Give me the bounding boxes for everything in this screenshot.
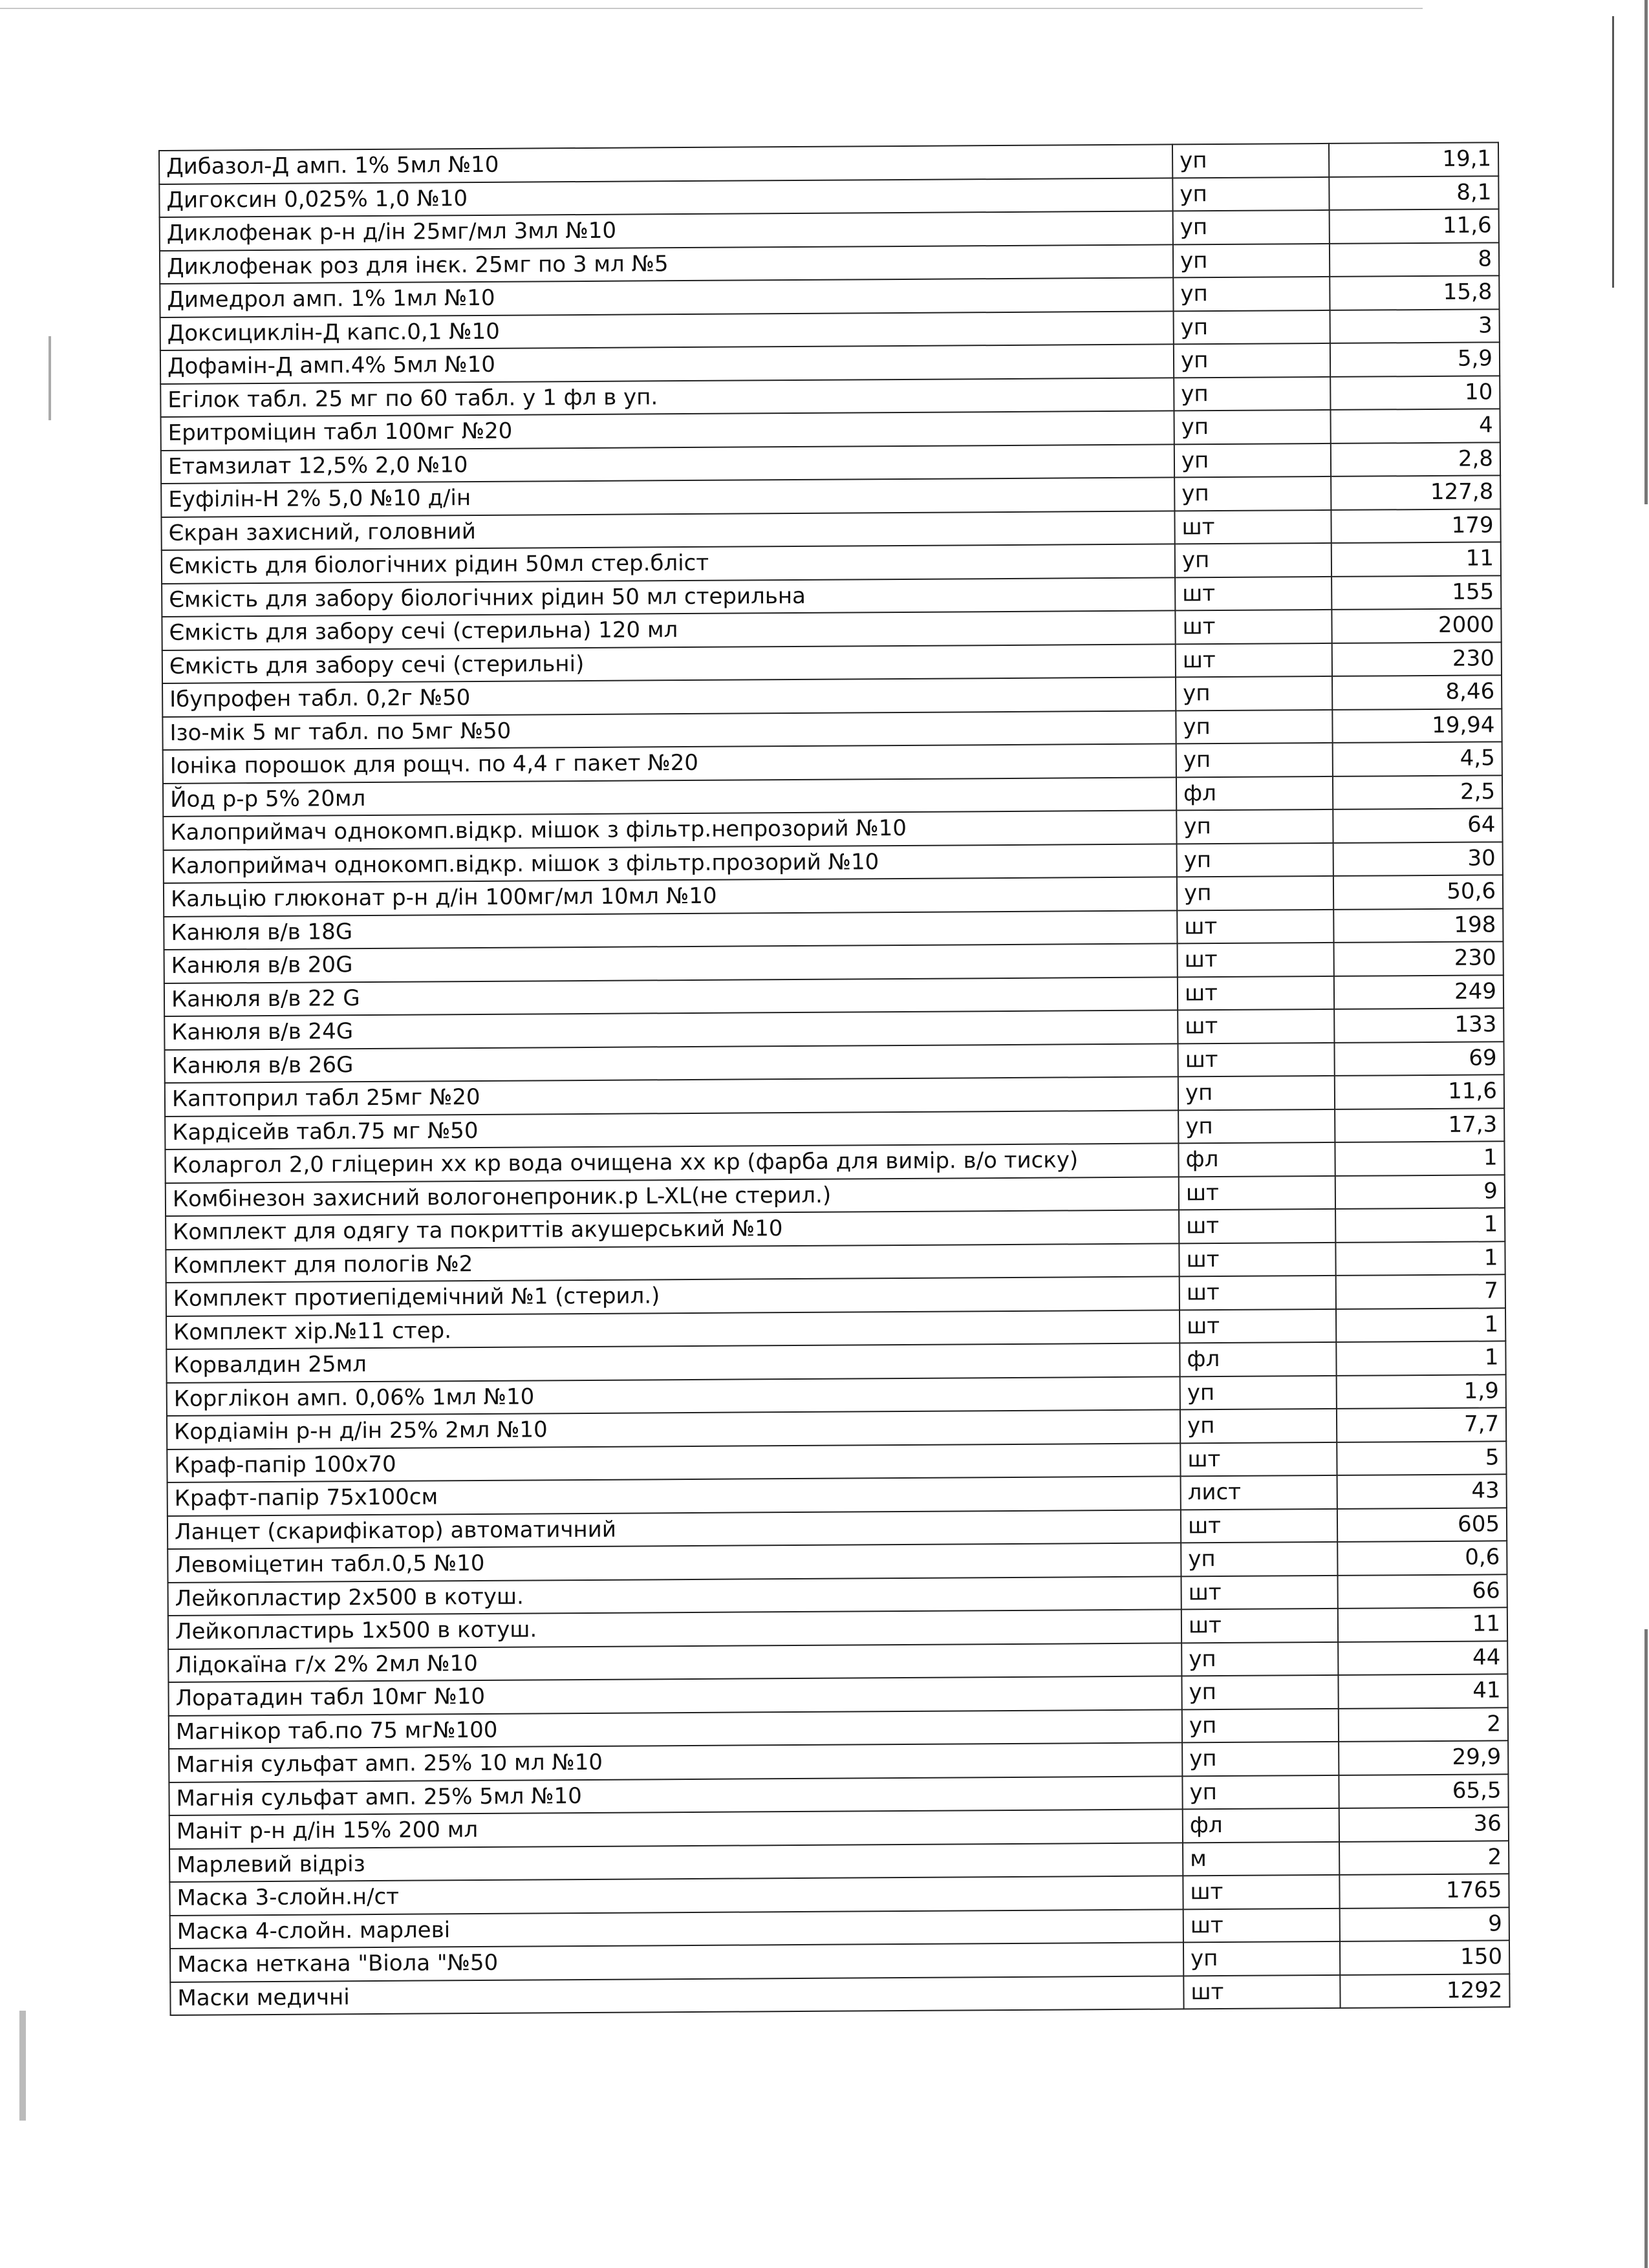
item-name-cell: Лоратадин табл 10мг №10 (168, 1676, 1181, 1715)
quantity-cell: 1 (1336, 1308, 1505, 1342)
item-name-cell: Калоприймач однокомп.відкр. мішок з фільтр.прозорий №10 (164, 844, 1177, 883)
unit-cell: шт (1175, 576, 1331, 610)
item-name-cell: Кальцію глюконат р-н д/ін 100мг/мл 10мл №10 (164, 877, 1177, 916)
unit-cell: шт (1174, 509, 1331, 544)
unit-cell: уп (1176, 676, 1332, 711)
scan-edge-line (1612, 16, 1614, 288)
quantity-cell: 11 (1331, 542, 1501, 576)
item-name-cell: Ібупрофен табл. 0,2г №50 (162, 677, 1176, 716)
unit-cell: шт (1178, 943, 1334, 977)
quantity-cell: 1 (1336, 1341, 1505, 1375)
quantity-cell: 15,8 (1330, 275, 1499, 310)
quantity-cell: 127,8 (1331, 475, 1500, 509)
quantity-cell: 1 (1335, 1141, 1504, 1175)
quantity-cell: 66 (1337, 1574, 1507, 1609)
quantity-cell: 179 (1331, 509, 1500, 543)
unit-cell: шт (1179, 1242, 1335, 1276)
unit-cell: уп (1176, 709, 1332, 744)
unit-cell: шт (1175, 610, 1331, 644)
item-name-cell: Лейкопластир 2х500 в котуш. (168, 1576, 1181, 1616)
quantity-cell: 43 (1337, 1474, 1507, 1508)
unit-cell: шт (1181, 1508, 1337, 1543)
item-name-cell: Єкран захисний, головний (161, 511, 1174, 550)
quantity-cell: 133 (1334, 1008, 1503, 1042)
quantity-cell: 44 (1338, 1641, 1507, 1675)
item-name-cell: Маски медичні (170, 1976, 1183, 2015)
item-name-cell: Доксициклін-Д капс.0,1 №10 (160, 311, 1174, 350)
quantity-cell: 4 (1330, 409, 1500, 443)
quantity-cell: 11,6 (1335, 1075, 1504, 1109)
quantity-cell: 2 (1339, 1841, 1509, 1875)
quantity-cell: 65,5 (1339, 1774, 1508, 1808)
unit-cell: уп (1181, 1675, 1338, 1709)
quantity-cell: 10 (1330, 376, 1500, 410)
unit-cell: уп (1182, 1708, 1339, 1742)
unit-cell: уп (1182, 1742, 1339, 1776)
unit-cell: фл (1176, 776, 1333, 810)
unit-cell: шт (1181, 1575, 1338, 1609)
quantity-cell: 1292 (1340, 1974, 1509, 2008)
unit-cell: фл (1183, 1808, 1339, 1843)
quantity-cell: 9 (1335, 1175, 1505, 1209)
unit-cell: уп (1172, 177, 1329, 211)
unit-cell: шт (1180, 1276, 1336, 1310)
quantity-cell: 4,5 (1333, 742, 1502, 776)
item-name-cell: Левоміцетин табл.0,5 №10 (167, 1543, 1181, 1582)
item-name-cell: Магнія сульфат амп. 25% 10 мл №10 (169, 1742, 1182, 1782)
quantity-cell: 69 (1334, 1042, 1503, 1076)
item-name-cell: Диклофенак роз для інєк. 25мг по 3 мл №5 (160, 244, 1173, 284)
quantity-cell: 249 (1334, 975, 1503, 1009)
item-name-cell: Маска неткана "Віола "№50 (170, 1942, 1183, 1982)
item-name-cell: Канюля в/в 20G (164, 943, 1178, 983)
item-name-cell: Ізо-мік 5 мг табл. по 5мг №50 (162, 711, 1176, 750)
item-name-cell: Маска 4-слойн. марлеві (170, 1909, 1183, 1949)
item-name-cell: Марлевий відріз (169, 1843, 1183, 1882)
item-name-cell: Кордіамін р-н д/ін 25% 2мл №10 (167, 1409, 1180, 1449)
scan-speck (19, 2011, 26, 2121)
quantity-cell: 5 (1337, 1441, 1506, 1475)
item-name-cell: Каптоприл табл 25мг №20 (165, 1076, 1178, 1116)
unit-cell: фл (1178, 1142, 1335, 1177)
quantity-cell: 11 (1338, 1607, 1507, 1642)
unit-cell: уп (1173, 277, 1330, 311)
scan-edge-line (1644, 0, 1648, 504)
quantity-cell: 198 (1333, 908, 1503, 943)
quantity-cell: 17,3 (1335, 1108, 1504, 1142)
quantity-cell: 605 (1337, 1508, 1507, 1542)
item-name-cell: Диклофенак р-н д/ін 25мг/мл 3мл №10 (160, 211, 1173, 250)
quantity-cell: 1,9 (1337, 1375, 1506, 1409)
unit-cell: шт (1181, 1609, 1338, 1643)
unit-cell: уп (1172, 144, 1329, 178)
quantity-cell: 155 (1331, 575, 1501, 610)
quantity-cell: 29,9 (1339, 1740, 1508, 1775)
item-name-cell: Лейкопластирь 1х500 в котуш. (168, 1609, 1181, 1649)
item-name-cell: Корвалдин 25мл (166, 1343, 1180, 1382)
unit-cell: уп (1178, 1076, 1335, 1110)
unit-cell: уп (1181, 1542, 1337, 1576)
quantity-cell: 11,6 (1330, 209, 1499, 243)
scan-edge-line (0, 8, 1423, 9)
item-name-cell: Егілок табл. 25 мг по 60 табл. у 1 фл в уп. (160, 378, 1174, 417)
quantity-cell: 9 (1340, 1907, 1509, 1942)
unit-cell: уп (1176, 743, 1333, 777)
quantity-cell: 0,6 (1337, 1541, 1507, 1575)
quantity-cell: 230 (1334, 941, 1503, 976)
quantity-cell: 230 (1332, 642, 1502, 676)
unit-cell: уп (1175, 543, 1331, 577)
quantity-cell: 7,7 (1337, 1407, 1506, 1442)
item-name-cell: Комплект для одягу та покриттів акушерський №10 (166, 1210, 1179, 1249)
quantity-cell: 2,5 (1333, 775, 1502, 809)
quantity-cell: 8 (1330, 242, 1499, 277)
quantity-cell: 150 (1340, 1940, 1509, 1974)
unit-cell: уп (1174, 476, 1331, 511)
unit-cell: уп (1174, 443, 1331, 477)
unit-cell: шт (1180, 1309, 1336, 1343)
item-name-cell: Дигоксин 0,025% 1,0 №10 (159, 178, 1172, 217)
item-name-cell: Ланцет (скарифікатор) автоматичний (167, 1510, 1181, 1549)
unit-cell: уп (1178, 1109, 1335, 1143)
quantity-cell: 7 (1336, 1274, 1505, 1309)
item-name-cell: Дибазол-Д амп. 1% 5мл №10 (159, 144, 1172, 184)
unit-cell: уп (1180, 1409, 1337, 1443)
unit-cell: шт (1178, 1042, 1334, 1076)
unit-cell: шт (1180, 1442, 1337, 1476)
quantity-cell: 19,1 (1329, 142, 1498, 177)
item-name-cell: Магнія сульфат амп. 25% 5мл №10 (169, 1776, 1182, 1815)
quantity-cell: 2 (1339, 1707, 1508, 1742)
item-name-cell: Крафт-папір 75х100см (167, 1476, 1181, 1515)
item-name-cell: Комбінезон захисний вологонепроник.р L-XL(не стерил.) (166, 1177, 1179, 1216)
unit-cell: уп (1180, 1375, 1337, 1409)
unit-cell: уп (1174, 310, 1330, 344)
unit-cell: шт (1176, 643, 1332, 677)
unit-cell: шт (1183, 1908, 1340, 1942)
item-name-cell: Еуфілін-Н 2% 5,0 №10 д/ін (161, 477, 1174, 517)
quantity-cell: 8,1 (1329, 176, 1498, 210)
item-name-cell: Йод р-р 5% 20мл (163, 777, 1176, 817)
quantity-cell: 8,46 (1332, 675, 1502, 709)
item-name-cell: Ємкість для забору сечі (стерильна) 120 мл (162, 610, 1175, 650)
quantity-cell: 2000 (1331, 608, 1501, 643)
unit-cell: уп (1173, 210, 1330, 244)
quantity-cell: 50,6 (1333, 875, 1503, 909)
item-name-cell: Краф-папір 100х70 (167, 1443, 1180, 1482)
item-name-cell: Калоприймач однокомп.відкр. мішок з фільтр.непрозорий №10 (163, 810, 1176, 850)
item-name-cell: Маска 3-слойн.н/ст (169, 1876, 1183, 1915)
unit-cell: шт (1179, 1209, 1335, 1243)
quantity-cell: 36 (1339, 1807, 1509, 1841)
unit-cell: шт (1183, 1875, 1339, 1909)
quantity-cell: 30 (1333, 842, 1503, 876)
item-name-cell: Коларгол 2,0 гліцерин хх кр вода очищена хх кр (фарба для вимір. в/о тиску) (165, 1143, 1178, 1182)
unit-cell: уп (1174, 376, 1330, 411)
quantity-cell: 64 (1333, 808, 1502, 842)
item-name-cell: Ємкість для забору біологічних рідин 50 мл стерильна (162, 577, 1175, 617)
unit-cell: уп (1183, 1942, 1340, 1976)
item-name-cell: Еритроміцин табл 100мг №20 (161, 411, 1174, 450)
unit-cell: уп (1177, 842, 1333, 877)
item-name-cell: Кардісейв табл.75 мг №50 (165, 1110, 1178, 1150)
unit-cell: уп (1173, 243, 1330, 277)
item-name-cell: Іоніка порошок для рощч. по 4,4 г пакет №20 (163, 744, 1176, 783)
unit-cell: м (1183, 1841, 1339, 1876)
item-name-cell: Комплект хір.№11 стер. (166, 1310, 1180, 1349)
unit-cell: уп (1174, 343, 1330, 378)
quantity-cell: 1765 (1339, 1874, 1509, 1908)
item-name-cell: Ємкість для забору сечі (стерильні) (162, 644, 1176, 683)
unit-cell: шт (1183, 1974, 1340, 2009)
quantity-cell: 1 (1335, 1208, 1505, 1242)
unit-cell: уп (1181, 1642, 1338, 1676)
unit-cell: лист (1181, 1475, 1337, 1510)
unit-cell: шт (1177, 909, 1333, 943)
item-name-cell: Комплект протиепідемічний №1 (стерил.) (166, 1276, 1180, 1316)
unit-cell: шт (1179, 1175, 1335, 1210)
quantity-cell: 2,8 (1331, 442, 1500, 476)
scan-edge-line (1644, 1629, 1648, 2268)
unit-cell: уп (1177, 876, 1333, 910)
unit-cell: шт (1178, 976, 1334, 1010)
unit-cell: уп (1176, 809, 1333, 844)
unit-cell: шт (1178, 1009, 1334, 1043)
item-name-cell: Канюля в/в 26G (165, 1043, 1178, 1083)
quantity-cell: 3 (1330, 309, 1500, 343)
item-name-cell: Канюля в/в 22 G (164, 977, 1178, 1016)
item-name-cell: Комплект для пологів №2 (166, 1243, 1179, 1283)
inventory-table (158, 142, 1511, 2016)
item-name-cell: Маніт р-н д/ін 15% 200 мл (169, 1809, 1183, 1848)
item-name-cell: Дофамін-Д амп.4% 5мл №10 (160, 344, 1174, 383)
item-name-cell: Канюля в/в 24G (164, 1010, 1178, 1049)
item-name-cell: Димедрол амп. 1% 1мл №10 (160, 277, 1173, 317)
quantity-cell: 1 (1335, 1241, 1505, 1276)
quantity-cell: 41 (1338, 1674, 1507, 1708)
quantity-cell: 5,9 (1330, 342, 1500, 376)
item-name-cell: Магнікор таб.по 75 мг№100 (169, 1709, 1182, 1749)
item-name-cell: Ємкість для біологічних рідин 50мл стер.бліст (162, 544, 1175, 583)
item-name-cell: Корглікон амп. 0,06% 1мл №10 (167, 1376, 1180, 1416)
quantity-cell: 19,94 (1332, 709, 1502, 743)
item-name-cell: Етамзилат 12,5% 2,0 №10 (161, 444, 1174, 484)
unit-cell: фл (1180, 1342, 1336, 1376)
unit-cell: уп (1182, 1775, 1339, 1809)
unit-cell: уп (1174, 410, 1330, 444)
item-name-cell: Лідокаїна г/х 2% 2мл №10 (168, 1643, 1181, 1682)
item-name-cell: Канюля в/в 18G (164, 910, 1177, 950)
scan-speck (48, 336, 51, 420)
